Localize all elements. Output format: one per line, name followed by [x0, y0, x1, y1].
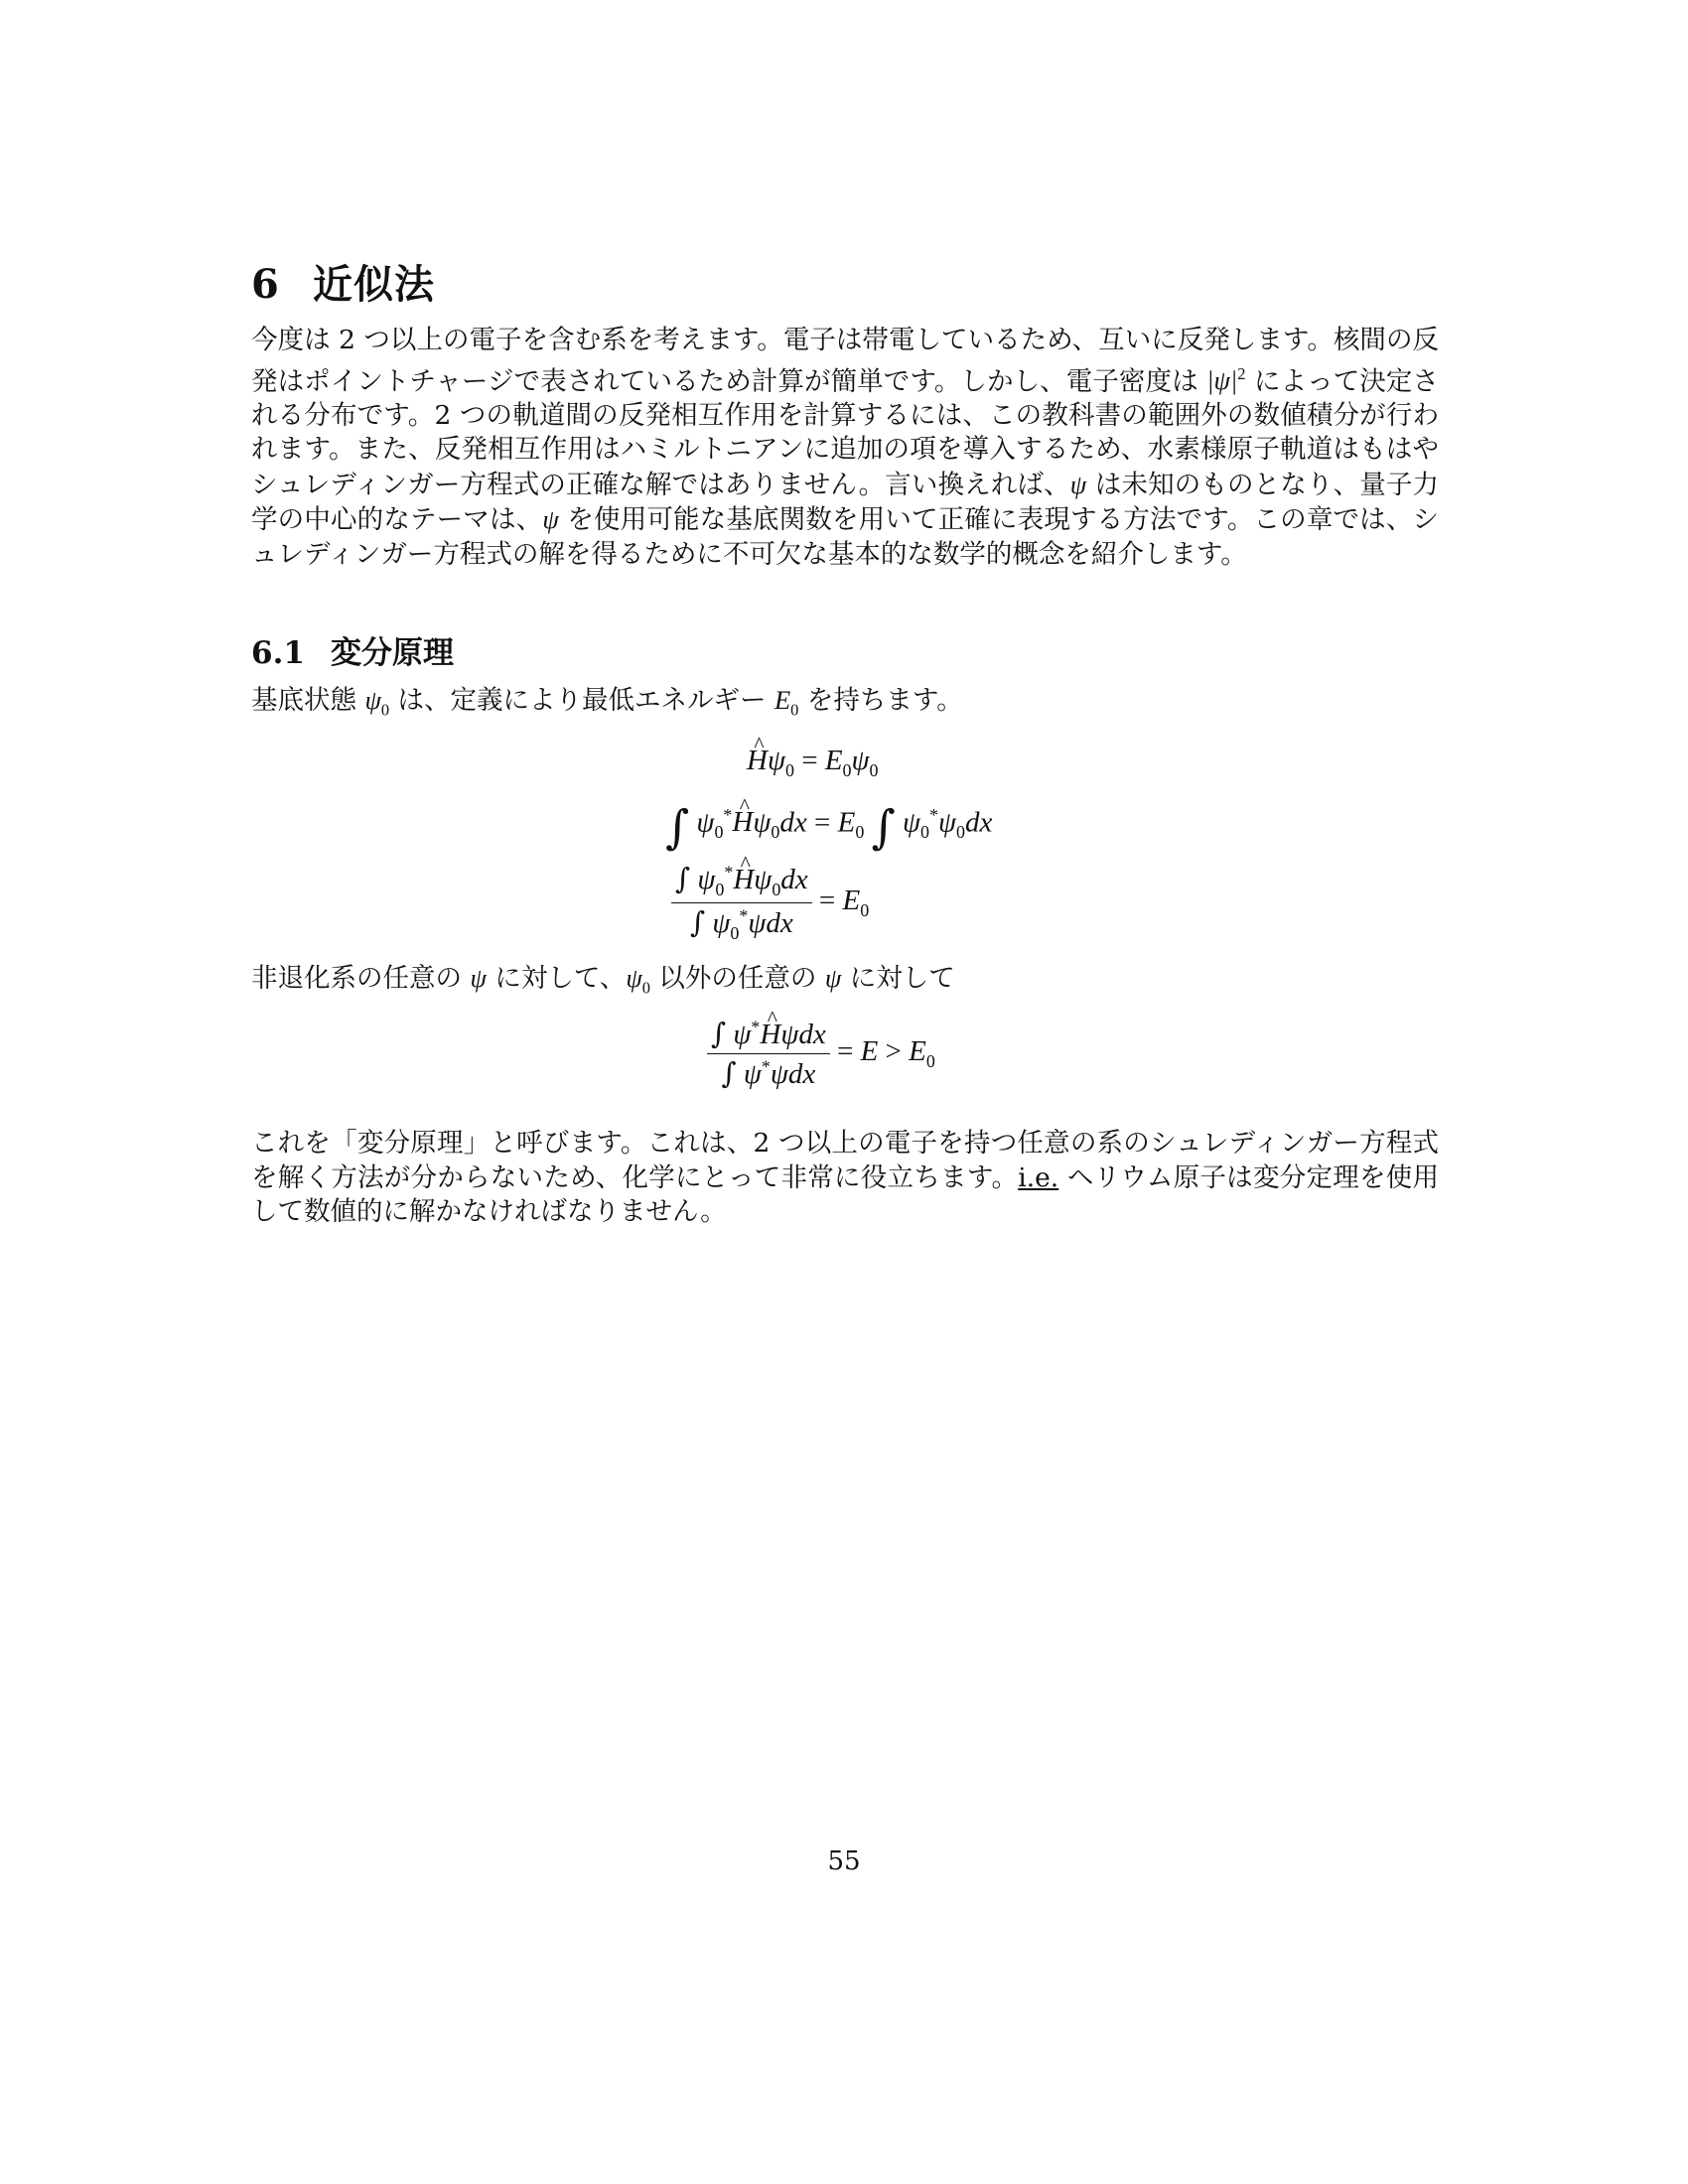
ie-abbreviation: i.e. [1018, 1161, 1059, 1193]
text-run: 今度は 2 つ以上の電子を含む系を考えます。電子は帯電しているため、互いに反発します。核間の反発はポイントチャージで表されているため計算が簡単です。しかし、電子密度は [251, 325, 1439, 397]
text-run: これを「変分原理」と呼びます。これは、2 つ以上の電子を持つ任意の系のシュレディンガー方程式を解く方法が分からないため、化学にとって非常に役立ちます。 [251, 1128, 1439, 1193]
nondegenerate-sentence [251, 961, 1439, 1006]
equation-1: ^ $H\psi_0 = E_0\psi_0$ [747, 745, 879, 781]
section-heading [251, 253, 435, 310]
text-run: 以外の任意の [650, 963, 825, 994]
text-run: に対して [841, 963, 955, 994]
text-run: を使用可能な基底関数を用いて正確に表現する方法です。この章では、シュレディンガー方程式の解を得るために不可欠な基本的な数学的概念を紹介します。 [251, 504, 1439, 570]
subsection-title: 変分原理 [331, 635, 454, 671]
intro-paragraph [251, 324, 1439, 572]
text-run: を持ちます。 [798, 685, 963, 716]
conclusion-paragraph [251, 1127, 1439, 1230]
psi-math: ψ [824, 963, 842, 993]
variational-inequality: $\frac{\int \psi^*\^{} H\psi dx}{\int \psi^*\psi dx}$ = $E > E_0$ [707, 1017, 935, 1091]
page-number: 55 [827, 1846, 861, 1876]
section-title: 近似法 [313, 261, 435, 308]
subsection-number: 6.1 [251, 635, 305, 671]
E0-math: $E_0$ [774, 685, 799, 720]
text-run: 基底状態 [251, 685, 365, 716]
equation-2: ∫ $\psi_0^*\^{}$ $H\psi_0dx = E_0$ ∫ $\psi_0^*\psi_0dx$ [665, 800, 992, 854]
psi-math: ψ [470, 963, 487, 993]
section-number: 6 [251, 261, 280, 308]
psi-abs-math: $|\psi|^2$ [1206, 364, 1246, 396]
psi-math: ψ [542, 504, 559, 535]
psi0-math: $\psi_0$ [626, 963, 650, 998]
psi0-math: $\psi_0$ [364, 685, 390, 720]
subsection-heading [251, 627, 454, 672]
text-run: 非退化系の任意の [251, 963, 471, 994]
equation-3: $\frac{\int \psi_0^*\^{} H\psi_0dx}{\int \psi_0^*\psi dx}$ = $E_0$ [671, 862, 869, 944]
text-run: は、定義により最低エネルギー [389, 685, 774, 716]
text-run: ヘリウム原子は変分定理を使用して数値的に解かなければなりません。 [251, 1161, 1439, 1227]
ground-state-sentence [251, 683, 1439, 728]
text-run: は未知のものとなり、量子力学の中心的なテーマは、 [251, 469, 1439, 536]
psi-math: ψ [1069, 469, 1087, 499]
text-run: に対して、 [486, 963, 627, 994]
text-run: によって決定される分布です。2 つの軌道間の反発相互作用を計算するには、この教科書の範囲外の数値積分が行われます。また、反発相互作用はハミルトニアンに追加の項を導入するため、水素様原子軌道はもはやシュレディンガー方程式の正確な解ではありません。言い換えれば、 [251, 365, 1439, 500]
